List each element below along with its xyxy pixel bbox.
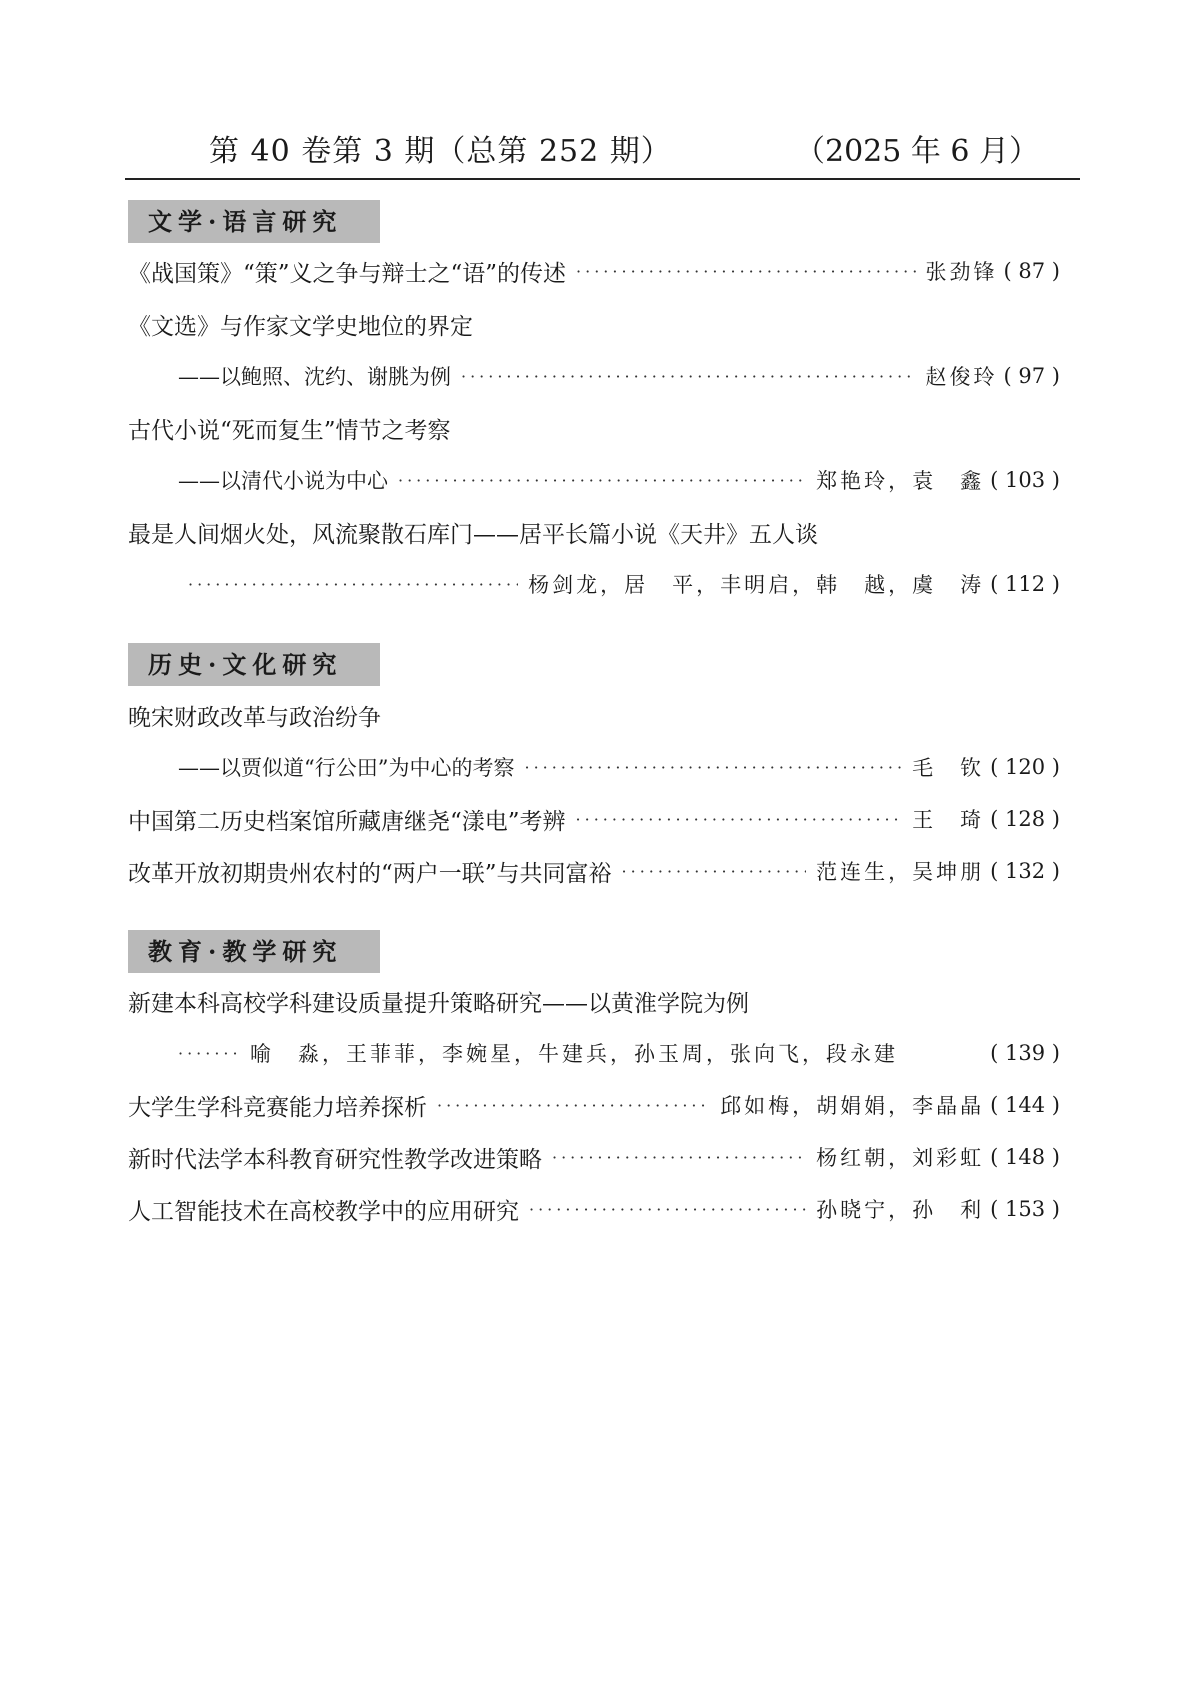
leader-dots	[622, 862, 807, 881]
entry-title: 晚宋财政改革与政治纷争	[128, 704, 381, 731]
entry-title: 最是人间烟火处，风流聚散石库门——居平长篇小说《天井》五人谈	[128, 521, 818, 548]
entry-page: ( 112 )	[990, 572, 1060, 596]
entry-title: 《战国策》“策”义之争与辩士之“语”的传述	[128, 260, 567, 287]
entry-author: 孙晓宁，孙 利	[816, 1198, 985, 1222]
toc-entry-subtitle-line[interactable]	[178, 461, 1060, 499]
entry-page: ( 103 )	[990, 468, 1060, 492]
entry-author: 赵俊玲	[925, 365, 998, 389]
toc-entry[interactable]	[128, 852, 1060, 890]
entry-subtitle: ——以清代小说为中心	[178, 469, 388, 493]
entry-page: ( 120 )	[990, 755, 1060, 779]
toc-entry[interactable]	[128, 982, 1060, 1020]
entry-author: 邱如梅，胡娟娟，李晶晶	[720, 1094, 985, 1118]
entry-author: 范连生，吴坤朋	[816, 860, 985, 884]
section-heading-history: 历史·文化研究	[128, 643, 380, 686]
toc-entry-subtitle-line[interactable]	[178, 748, 1060, 786]
entry-subtitle: ——以贾似道“行公田”为中心的考察	[178, 756, 515, 780]
entry-page: ( 153 )	[990, 1197, 1060, 1221]
entry-author: 毛 钦	[912, 756, 985, 780]
entry-title: 大学生学科竞赛能力培养探析	[128, 1094, 427, 1121]
entry-title: 《文选》与作家文学史地位的界定	[128, 313, 473, 340]
entry-author: 喻 淼，王菲菲，李婉星，牛建兵，孙玉周，张向飞，段永建	[250, 1042, 898, 1066]
entry-title: 改革开放初期贵州农村的“两户一联”与共同富裕	[128, 860, 612, 887]
entry-author: 张劲锋	[925, 260, 998, 284]
leader-dots	[576, 810, 903, 829]
issue-info: 第 40 卷第 3 期（总第 252 期）	[209, 134, 672, 169]
journal-header	[125, 112, 1080, 180]
toc-entry[interactable]	[128, 409, 1060, 447]
leader-dots	[576, 262, 915, 281]
leader-dots	[178, 1044, 240, 1063]
leader-dots	[461, 367, 916, 386]
entry-title: 古代小说“死而复生”情节之考察	[128, 417, 451, 444]
toc-entry-author-line[interactable]	[178, 1034, 1060, 1072]
entry-author: 杨红朝，刘彩虹	[816, 1146, 985, 1170]
entry-title: 中国第二历史档案馆所藏唐继尧“漾电”考辨	[128, 808, 566, 835]
leader-dots	[552, 1148, 806, 1167]
entry-page: ( 97 )	[1003, 364, 1060, 388]
section-heading-literature: 文学·语言研究	[128, 200, 380, 243]
toc-entry[interactable]	[128, 305, 1060, 343]
leader-dots	[398, 471, 806, 490]
entry-title: 人工智能技术在高校教学中的应用研究	[128, 1198, 519, 1225]
entry-page: ( 87 )	[1003, 259, 1060, 283]
entry-page: ( 148 )	[990, 1145, 1060, 1169]
leader-dots	[529, 1200, 806, 1219]
toc-entry-author-line[interactable]	[188, 565, 1060, 603]
entry-author: 郑艳玲，袁 鑫	[816, 469, 985, 493]
entry-title: 新时代法学本科教育研究性教学改进策略	[128, 1146, 542, 1173]
leader-dots	[437, 1096, 710, 1115]
toc-entry[interactable]	[128, 696, 1060, 734]
entry-author: 王 琦	[912, 808, 985, 832]
leader-dots	[524, 758, 902, 777]
toc-entry[interactable]	[128, 1190, 1060, 1228]
leader-dots	[188, 575, 518, 594]
toc-entry[interactable]	[128, 513, 1060, 551]
section-heading-education: 教育·教学研究	[128, 930, 380, 973]
toc-entry[interactable]	[128, 1086, 1060, 1124]
entry-title: 新建本科高校学科建设质量提升策略研究——以黄淮学院为例	[128, 990, 749, 1017]
issue-date: （2025 年 6 月）	[795, 134, 1040, 169]
toc-entry[interactable]	[128, 800, 1060, 838]
entry-page: ( 128 )	[990, 807, 1060, 831]
entry-author: 杨剑龙，居 平，丰明启，韩 越，虞 涛	[528, 573, 985, 597]
entry-page: ( 132 )	[990, 859, 1060, 883]
toc-entry-subtitle-line[interactable]	[178, 357, 1060, 395]
toc-entry[interactable]	[128, 1138, 1060, 1176]
toc-entry[interactable]	[128, 252, 1060, 290]
entry-page: ( 144 )	[990, 1093, 1060, 1117]
entry-subtitle: ——以鲍照、沈约、谢朓为例	[178, 365, 451, 389]
entry-page: ( 139 )	[990, 1041, 1060, 1065]
